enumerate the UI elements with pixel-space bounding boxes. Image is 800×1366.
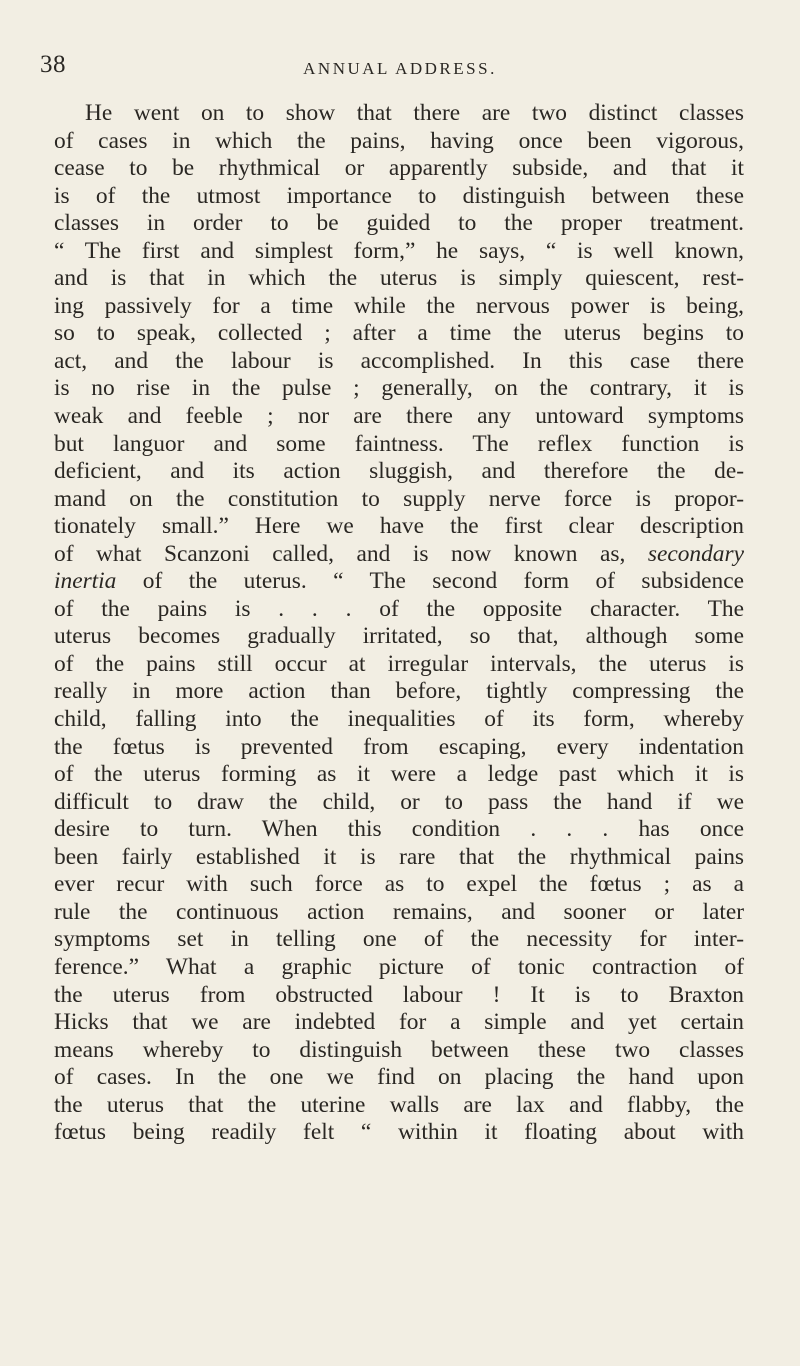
text-line: and is that in which the uterus is simply quiescent, rest- — [54, 265, 744, 292]
text-line: of the pains is . . . of the opposite character. The — [54, 595, 744, 622]
text-line-with-italic — [54, 541, 744, 569]
text-line: is no rise in the pulse ; generally, on the contrary, it is — [54, 375, 744, 402]
text-line: of the uterus forming as it were a ledge past which it is — [54, 761, 744, 788]
text-line: child, falling into the inequalities of its form, whereby — [54, 706, 744, 733]
text-line: is of the utmost importance to distinguish between these — [54, 182, 744, 209]
text-line: act, and the labour is accomplished. In this case there — [54, 347, 744, 374]
text-line: of cases in which the pains, having once been vigorous, — [54, 127, 744, 154]
text-line: been fairly established it is rare that the rhythmical pains — [54, 843, 744, 870]
text-line: ever recur with such force as to expel the fœtus ; as a — [54, 871, 744, 898]
text-line: uterus becomes gradually irritated, so that, although some — [54, 623, 744, 650]
text-line: but languor and some faintness. The reflex function is — [54, 430, 744, 457]
text-line: ference.” What a graphic picture of tonic contraction of — [54, 953, 744, 980]
text-line: the uterus that the uterine walls are lax and flabby, the — [54, 1091, 744, 1118]
text-line: of the pains still occur at irregular intervals, the uterus is — [54, 650, 744, 677]
page-number: 38 — [40, 51, 66, 78]
body-paragraph — [54, 100, 744, 1147]
text-line: deficient, and its action sluggish, and therefore the de- — [54, 458, 744, 485]
text-line: mand on the constitution to supply nerve force is propor- — [54, 485, 744, 512]
text-line-with-italic — [54, 568, 744, 596]
text-line: He went on to show that there are two distinct classes — [85, 100, 744, 126]
text-fragment: of the uterus. “ The second form of subsidence — [142, 568, 744, 595]
text-fragment: of what Scanzoni called, and is now known as, — [54, 540, 626, 567]
running-head: ANNUAL ADDRESS. — [303, 59, 497, 78]
text-line: means whereby to distinguish between these two classes — [54, 1036, 744, 1063]
text-line: desire to turn. When this condition . . . has once — [54, 816, 744, 843]
text-line: the fœtus is prevented from escaping, every indentation — [54, 733, 744, 760]
text-line: weak and feeble ; nor are there any untoward symptoms — [54, 403, 744, 430]
text-line: the uterus from obstructed labour ! It is to Braxton — [54, 981, 744, 1008]
text-line: symptoms set in telling one of the necessity for inter- — [54, 926, 744, 953]
text-line: cease to be rhythmical or apparently subside, and that it — [54, 155, 744, 182]
italic-term: inertia — [54, 568, 117, 595]
text-line: Hicks that we are indebted for a simple and yet certain — [54, 1009, 744, 1036]
italic-term: secondary — [647, 540, 744, 567]
text-line: classes in order to be guided to the proper treatment. — [54, 210, 744, 237]
text-line: so to speak, collected ; after a time the uterus begins to — [54, 320, 744, 347]
text-line: tionately small.” Here we have the first clear description — [54, 513, 744, 540]
text-line: ing passively for a time while the nervous power is being, — [54, 292, 744, 319]
text-line: rule the continuous action remains, and sooner or later — [54, 898, 744, 925]
text-line: of cases. In the one we find on placing the hand upon — [54, 1064, 744, 1091]
text-line: fœtus being readily felt “ within it floating about with — [54, 1119, 744, 1146]
text-line: difficult to draw the child, or to pass the hand if we — [54, 788, 744, 815]
text-line: “ The first and simplest form,” he says, “ is well known, — [54, 237, 744, 264]
text-line: really in more action than before, tightly compressing the — [54, 678, 744, 705]
